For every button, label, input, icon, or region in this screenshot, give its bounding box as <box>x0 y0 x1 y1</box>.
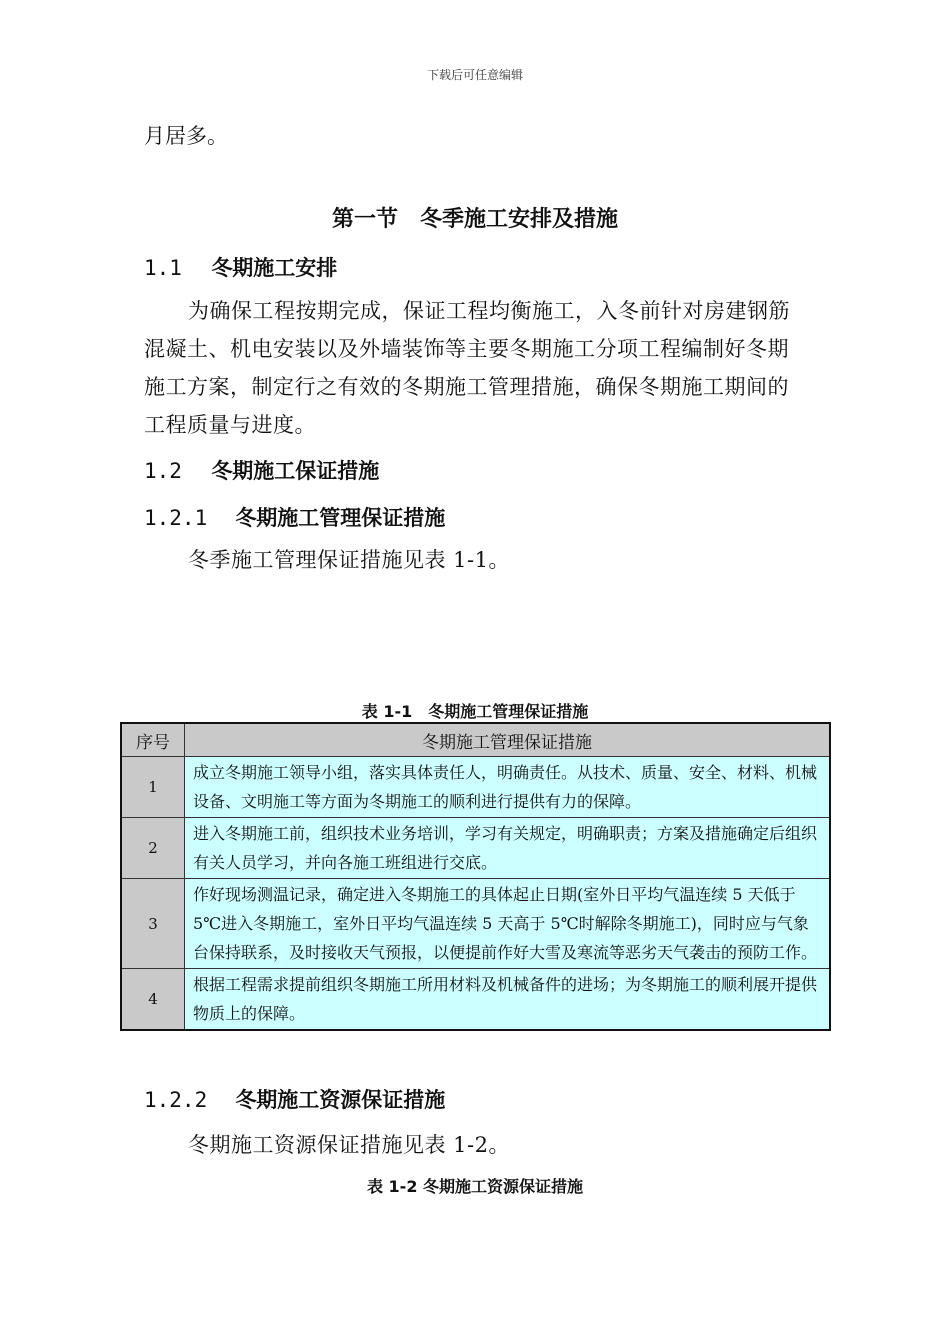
row-text: 根据工程需求提前组织冬期施工所用材料及机械备件的进场；为冬期施工的顺利展开提供物质上的保障。 <box>185 969 831 1031</box>
table-row <box>121 879 830 969</box>
lead-text: 月居多。 <box>144 124 228 148</box>
row-index: 2 <box>121 818 185 879</box>
heading-title: 冬期施工资源保证措施 <box>235 1088 446 1112</box>
heading-1-2-2 <box>144 1084 445 1114</box>
heading-number: 1.1 <box>144 256 182 280</box>
table-1-caption: 表 1-1 冬期施工管理保证措施 <box>361 702 589 721</box>
header-note: 下载后可任意编辑 <box>426 68 523 82</box>
heading-title: 冬期施工管理保证措施 <box>235 506 446 530</box>
heading-1-1 <box>144 252 337 282</box>
row-index: 1 <box>121 757 185 818</box>
heading-title: 冬期施工保证措施 <box>211 459 380 483</box>
heading-1-2-1 <box>144 502 445 532</box>
heading-number: 1.2 <box>144 459 182 483</box>
table-1 <box>120 722 831 1031</box>
table-row <box>121 757 830 818</box>
paragraph-1-2-2: 冬期施工资源保证措施见表 1-2。 <box>188 1133 510 1157</box>
row-text: 作好现场测温记录，确定进入冬期施工的具体起止日期(室外日平均气温连续 5 天低于 5℃进入冬期施工，室外日平均气温连续 5 天高于 5℃时解除冬期施工)，同时应与气象台保持联系，及时接收天气预报，以便提前作好大雪及寒流等恶劣天气袭击的预防工作。 <box>185 879 831 969</box>
heading-title: 冬期施工安排 <box>211 256 338 280</box>
heading-1-2 <box>144 455 379 485</box>
section-title: 第一节 冬季施工安排及措施 <box>331 207 618 232</box>
table-header-row <box>121 723 830 757</box>
table-row <box>121 818 830 879</box>
paragraph-1-2-1: 冬季施工管理保证措施见表 1-1。 <box>188 548 510 572</box>
row-text: 进入冬期施工前，组织技术业务培训，学习有关规定，明确职责；方案及措施确定后组织有关人员学习，并向各施工班组进行交底。 <box>185 818 831 879</box>
heading-number: 1.2.2 <box>144 1088 208 1112</box>
table-2-caption: 表 1-2 冬期施工资源保证措施 <box>366 1177 584 1196</box>
row-index: 3 <box>121 879 185 969</box>
column-header-index: 序号 <box>121 723 185 757</box>
row-index: 4 <box>121 969 185 1031</box>
column-header-measures: 冬期施工管理保证措施 <box>185 723 831 757</box>
heading-number: 1.2.1 <box>144 506 208 530</box>
paragraph-1-1: 为确保工程按期完成，保证工程均衡施工，入冬前针对房建钢筋混凝土、机电安装以及外墙装饰等主要冬期施工分项工程编制好冬期施工方案，制定行之有效的冬期施工管理措施，确保冬期施工期间的工程质量与进度。 <box>144 299 790 437</box>
row-text: 成立冬期施工领导小组，落实具体责任人，明确责任。从技术、质量、安全、材料、机械设备、文明施工等方面为冬期施工的顺利进行提供有力的保障。 <box>185 757 831 818</box>
table-row <box>121 969 830 1031</box>
